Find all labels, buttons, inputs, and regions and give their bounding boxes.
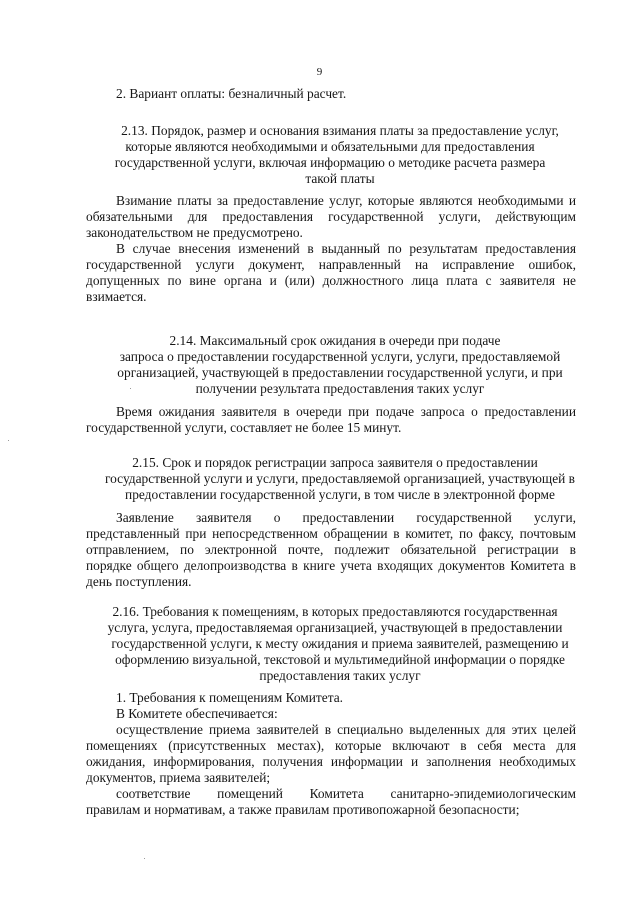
scan-speck (8, 440, 9, 441)
paragraph-2-13-line-7: взимается. (86, 289, 147, 304)
paragraph-2-16-line-8: правилам и нормативам, а также правилам противопожарной безопасности; (86, 802, 520, 817)
scan-speck (130, 388, 131, 389)
paragraph-2-13-line-4: В случае внесения изменений в выданный по результатам предоставления (116, 241, 576, 256)
heading-2-16-line-1: 2.16. Требования к помещениям, в которых предоставляются государственная (112, 604, 558, 619)
heading-2-14-line-1: 2.14. Максимальный срок ожидания в очереди при подаче (169, 333, 501, 348)
heading-2-13-line-3: государственной услуги, включая информацию о методике расчета размера (114, 155, 546, 170)
paragraph-2-15-line-1: Заявление заявителя о предоставлении государственной услуги, (116, 510, 576, 525)
paragraph-2-16-line-5: ожидания, информирования, получения информации и заполнения необходимых (86, 754, 576, 769)
paragraph-2-16-line-2: В Комитете обеспечивается: (116, 706, 278, 721)
paragraph-2-13-line-6: допущенных по вине органа и (или) должностного лица плата с заявителя не (86, 273, 576, 288)
paragraph-2-13-line-1: Взимание платы за предоставление услуг, которые являются необходимыми и (116, 193, 576, 208)
paragraph-2-15-line-5: день поступления. (86, 574, 192, 589)
paragraph-2-14-line-2: государственной услуги, составляет не более 15 минут. (86, 420, 402, 435)
heading-2-14-line-3: организацией, участвующей в предоставлении государственной услуги, и при (117, 365, 563, 380)
heading-2-13-line-4: такой платы (305, 171, 375, 186)
heading-2-16-line-2: услуга, услуга, предоставляемая организацией, участвующей в предоставлении (107, 620, 563, 635)
paragraph-2-15-line-4: порядке общего делопроизводства в книге учета входящих документов Комитета в (86, 558, 576, 573)
paragraph-2-16-line-3: осуществление приема заявителей в специально выделенных для этих целей (116, 722, 576, 737)
scan-speck (144, 858, 145, 859)
paragraph-2-15-line-3: отправлением, по электронной почте, подлежит обязательной регистрации в (86, 542, 576, 557)
page-number: 9 (316, 66, 323, 78)
heading-2-15-line-2: государственной услуги и услуги, предоставляемой организацией, участвующей в (104, 471, 576, 486)
heading-2-14-line-2: запроса о предоставлении государственной услуги, услуги, предоставляемой (119, 349, 561, 364)
paragraph-2-16-line-7: соответствие помещений Комитета санитарно-эпидемиологическим (116, 786, 576, 801)
heading-2-15-line-3: предоставлении государственной услуги, в том числе в электронной форме (125, 487, 555, 502)
paragraph-2-13-line-3: законодательством не предусмотрено. (86, 225, 303, 240)
paragraph-2-13-line-2: обязательными для предоставления государственной услуги, действующим (86, 209, 576, 224)
paragraph-2-16-line-6: документов, приема заявителей; (86, 770, 271, 785)
paragraph-2-16-line-1: 1. Требования к помещениям Комитета. (116, 690, 344, 705)
heading-2-15-line-1: 2.15. Срок и порядок регистрации запроса заявителя о предоставлении (132, 455, 538, 470)
heading-2-16-line-3: государственной услуги, к месту ожидания и приема заявителей, размещению и (111, 636, 569, 651)
paragraph-2-14-line-1: Время ожидания заявителя в очереди при подаче запроса о предоставлении (116, 404, 576, 419)
heading-2-13-line-1: 2.13. Порядок, размер и основания взимания платы за предоставление услуг, (121, 123, 559, 138)
paragraph-2-13-line-5: государственной услуги документ, направленный на исправление ошибок, (86, 257, 576, 272)
heading-2-13-line-2: которые являются необходимыми и обязательными для предоставления (125, 139, 535, 154)
heading-2-16-line-5: предоставления таких услуг (259, 668, 421, 683)
heading-2-16-line-4: оформлению визуальной, текстовой и мультимедийной информации о порядке (115, 652, 565, 667)
paragraph-2-15-line-2: представленный при непосредственном обращении в комитет, по факсу, почтовым (86, 526, 576, 541)
paragraph-2-16-line-4: помещениях (присутственных местах), которые включают в себя места для (86, 738, 576, 753)
heading-2-14-line-4: получении результата предоставления таких услуг (195, 381, 485, 396)
payment-option-line: 2. Вариант оплаты: безналичный расчет. (116, 86, 347, 101)
